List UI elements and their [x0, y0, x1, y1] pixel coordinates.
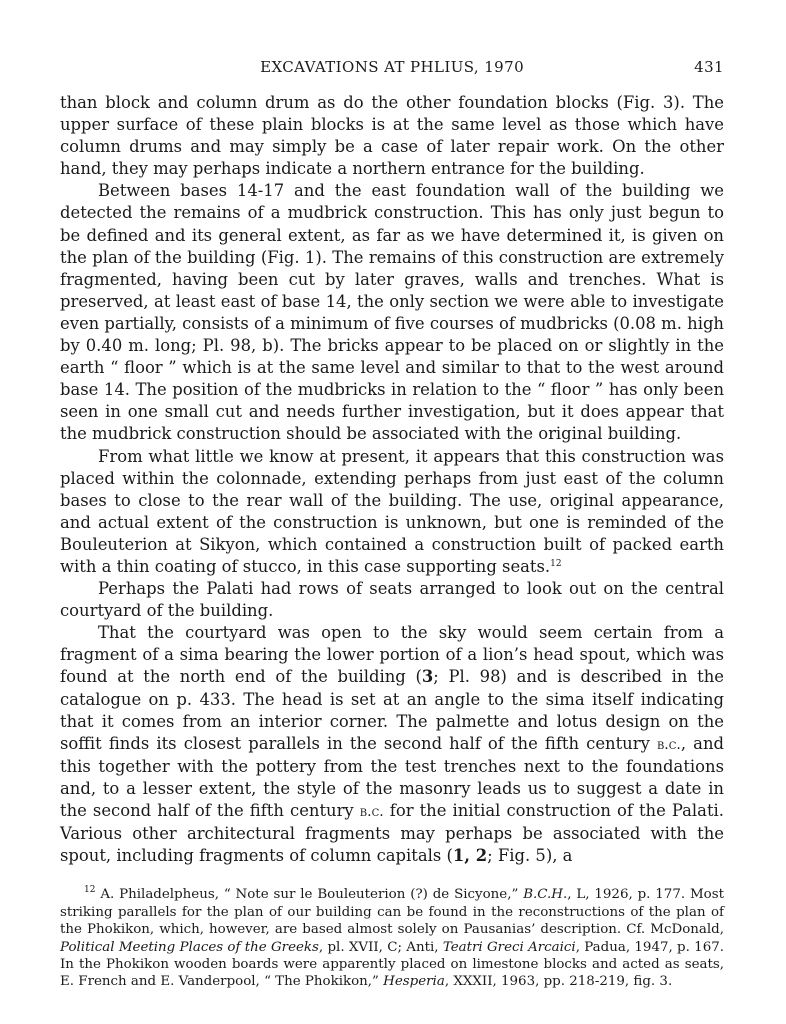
paragraph-5-text-a: That the courtyard was open to the sky would seem certain from a fragment of a sima bearing the lower portion of a lion’s head spout, which was found at the north end of the building ( [60, 623, 724, 687]
era-abbrev: b.c. [656, 736, 681, 753]
footnote-ref-12: 12 [550, 558, 562, 569]
page [60, 58, 724, 991]
paragraph-2: Between bases 14-17 and the east foundation wall of the building we detected the remains of a mudbrick construction. This has only just begun to be defined and its general extent, as far as we have determined it, is given on the plan of the building (Fig. 1). The remains of this construction are extremely fragmented, having been cut by later graves, walls and trenches. What is preserved, at least east of base 14, the only section we were able to investigate even partially, consists of a minimum of five courses of mudbricks (0.08 m. high by 0.40 m. long; Pl. 98, b). The bricks appear to be placed on or slightly in the earth “ floor ” which is at the same level and similar to that to the west around base 14. The position of the mudbricks in relation to the “ floor ” has only been seen in one small cut and needs further investigation, but it does appear that the mudbrick construction should be associated with the original building. [60, 181, 724, 444]
paragraph-5 [60, 622, 724, 867]
journal-title: B.C.H. [523, 887, 568, 903]
running-title: EXCAVATIONS AT PHLIUS, 1970 [260, 58, 525, 76]
footnote-part: , Padua, 1947, p. 167. In the Phokikon wooden boards were apparently placed on limestone blocks and acted as seats, E. French and E. Vanderpool, “ The Phokikon,” [60, 939, 724, 990]
book-title: Teatri Greci Arcaici [442, 939, 576, 955]
paragraph-3-text: From what little we know at present, it appears that this construction was placed within the colonnade, extending perhaps from just east of the column bases to close to the rear wall of the building. The use, original appearance, and actual extent of the construction is unknown, but one is reminded of the Bouleuterion at Sikyon, which contained a construction built of packed earth with a thin coating of stucco, in this case supporting seats. [60, 446, 724, 576]
paragraph-5-text-e: for the initial construction of the Palati. Various other architectural fragments may perhaps be associated with the spout, including fragments of column capitals ( [60, 801, 724, 866]
book-title: Political Meeting Places of the Greeks [60, 939, 319, 955]
body-text [60, 92, 724, 867]
footnote-text [60, 886, 724, 990]
footnote-number: 12 [84, 885, 96, 896]
footnote-part: A. Philadelpheus, “ Note sur le Bouleuterion (?) de Sicyone,” [95, 887, 524, 903]
paragraph-4: Perhaps the Palati had rows of seats arranged to look out on the central courtyard of the building. [60, 579, 724, 621]
footnote-part: , XXXII, 1963, pp. 218-219, fig. 3. [444, 974, 673, 990]
running-header [60, 58, 724, 80]
footnote-part: , pl. XVII, C; Anti, [318, 939, 443, 955]
catalogue-numbers: 1, 2 [452, 846, 488, 866]
paragraph-5-text-c: ; Pl. 98) and is described in the catalogue on p. 433. The head is set at an angle to the sima itself indicating that it comes from an interior corner. The palmette and lotus design on the soffit finds its closest parallels in the second half of the fifth century [60, 667, 724, 753]
paragraph-3 [60, 446, 724, 579]
journal-title: Hesperia [383, 974, 445, 990]
paragraph-5-text-d: , and this together with the pottery from the test trenches next to the foundations and, to a lesser extent, the style of the masonry leads us to suggest a date in the second half of the fifth century [60, 733, 724, 820]
paragraph-5-text-g: ; Fig. 5), a [487, 846, 573, 866]
page-number: 431 [694, 58, 724, 76]
footnote-part: , L, 1926, p. 177. Most striking parallels for the plan of our building can be found in the reconstructions of the plan of the Phokikon, which, however, are based almost solely on Pausanias’ description. Cf. McDonald, [60, 887, 724, 938]
footnote-12 [60, 886, 724, 990]
catalogue-number: 3 [421, 667, 434, 687]
paragraph-1: than block and column drum as do the other foundation blocks (Fig. 3). The upper surface of these plain blocks is at the same level as those which have column drums and may simply be a case of later repair work. On the other hand, they may perhaps indicate a northern entrance for the building. [60, 93, 724, 179]
era-abbrev: b.c. [359, 804, 384, 820]
